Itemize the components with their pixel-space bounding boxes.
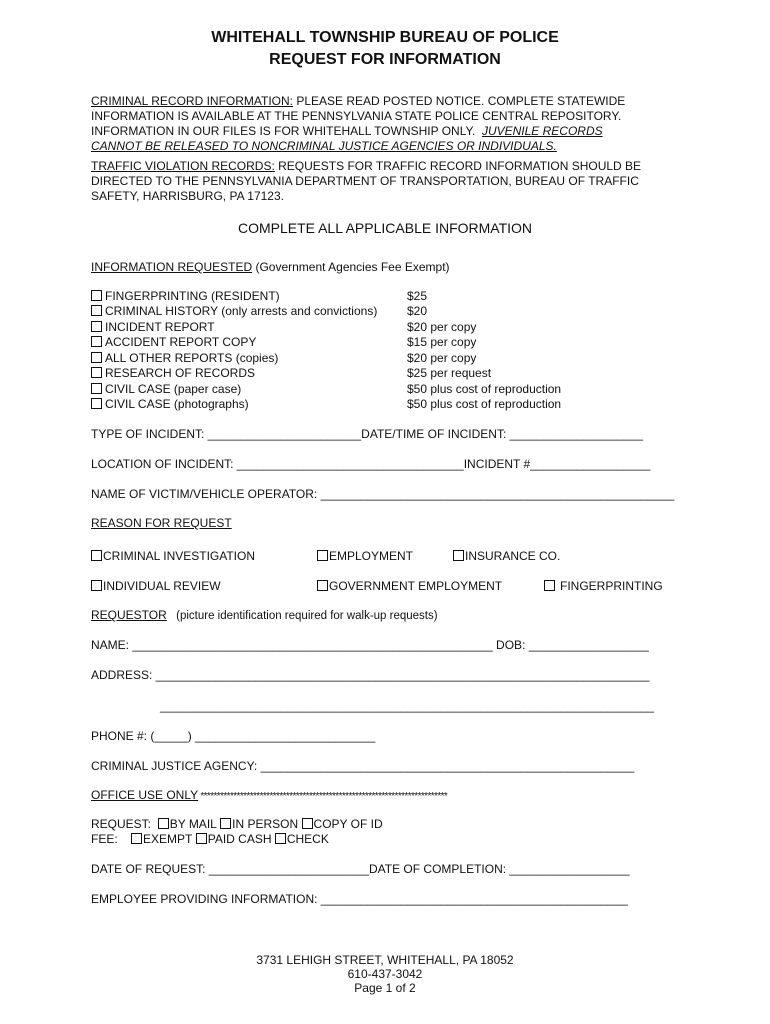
checkbox[interactable] — [91, 352, 102, 363]
checkbox-check[interactable] — [275, 833, 286, 844]
address-line2-field[interactable]: __________________________________________________________________________ — [160, 699, 654, 713]
phone-field[interactable]: PHONE #: (_____) ___________________________ — [91, 729, 376, 743]
criminal-record-paragraph — [91, 94, 625, 154]
criminal-record-label: CRIMINAL RECORD INFORMATION: — [91, 94, 294, 108]
reason-insurance[interactable]: INSURANCE CO. — [453, 549, 560, 563]
request-method-row: REQUEST: BY MAIL IN PERSON COPY OF ID — [91, 817, 383, 831]
fee-item[interactable]: ACCIDENT REPORT COPY — [91, 335, 256, 351]
checkbox[interactable] — [91, 383, 102, 394]
footer-phone: 610-437-3042 — [347, 967, 423, 981]
fee-price: $20 per copy — [407, 351, 477, 365]
checkbox[interactable] — [453, 550, 464, 561]
footer-address: 3731 LEHIGH STREET, WHITEHALL, PA 18052 — [256, 953, 514, 967]
fee-price: $25 — [407, 289, 428, 303]
checkbox-in-person[interactable] — [220, 818, 231, 829]
checkbox[interactable] — [91, 580, 102, 591]
requestor-label: REQUESTOR — [91, 608, 167, 622]
criminal-justice-agency-field[interactable]: CRIMINAL JUSTICE AGENCY: ________________________________________________________ — [91, 759, 635, 773]
page-subtitle: REQUEST FOR INFORMATION — [269, 51, 501, 68]
fee-price: $50 plus cost of reproduction — [407, 397, 562, 411]
traffic-paragraph — [91, 159, 641, 204]
traffic-line2: DIRECTED TO THE PENNSYLVANIA DEPARTMENT OF TRANSPORTATION, BUREAU OF TRAFFIC — [91, 174, 639, 188]
checkbox[interactable] — [91, 336, 102, 347]
fee-price: $15 per copy — [407, 335, 477, 349]
office-use-heading — [91, 788, 447, 802]
reason-fingerprinting[interactable]: FINGERPRINTING — [544, 579, 663, 593]
juvenile-records-notice-cont: CANNOT BE RELEASED TO NONCRIMINAL JUSTICE AGENCIES OR INDIVIDUALS. — [91, 139, 557, 153]
traffic-label: TRAFFIC VIOLATION RECORDS: — [91, 159, 275, 173]
office-use-label: OFFICE USE ONLY — [91, 788, 199, 802]
reason-individual-review[interactable]: INDIVIDUAL REVIEW — [91, 579, 221, 593]
page-title: WHITEHALL TOWNSHIP BUREAU OF POLICE — [211, 29, 559, 46]
fee-item[interactable]: CIVIL CASE (photographs) — [91, 397, 249, 413]
fee-item[interactable]: INCIDENT REPORT — [91, 320, 215, 336]
checkbox[interactable] — [91, 550, 102, 561]
requestor-heading — [91, 608, 438, 622]
requestor-note: (picture identification required for walk-up requests) — [176, 610, 438, 622]
checkbox[interactable] — [91, 290, 102, 301]
fee-price: $20 — [407, 304, 428, 318]
fee-item[interactable]: RESEARCH OF RECORDS — [91, 366, 255, 382]
criminal-record-line3: INFORMATION IN OUR FILES IS FOR WHITEHALL TOWNSHIP ONLY. — [91, 124, 476, 138]
office-use-stars: *************************************************************************** — [198, 791, 448, 802]
juvenile-records-notice: JUVENILE RECORDS — [481, 124, 603, 138]
request-label: REQUEST: — [91, 817, 152, 831]
complete-heading: COMPLETE ALL APPLICABLE INFORMATION — [237, 220, 533, 236]
address-field[interactable]: ADDRESS: __________________________________________________________________________ — [91, 668, 650, 682]
fee-item[interactable]: FINGERPRINTING (RESIDENT) — [91, 289, 280, 305]
checkbox-copy-of-id[interactable] — [302, 818, 313, 829]
traffic-line3: SAFETY, HARRISBURG, PA 17123. — [91, 189, 284, 203]
fee-price: $50 plus cost of reproduction — [407, 382, 562, 396]
location-of-incident-field[interactable]: LOCATION OF INCIDENT: __________________________________INCIDENT #__________________ — [91, 457, 651, 471]
checkbox[interactable] — [91, 305, 102, 316]
reason-heading: REASON FOR REQUEST — [91, 516, 232, 530]
info-requested-label: INFORMATION REQUESTED — [91, 260, 253, 274]
checkbox-by-mail[interactable] — [158, 818, 169, 829]
checkbox[interactable] — [544, 580, 555, 591]
info-requested-heading — [91, 260, 450, 275]
fee-price: $20 per copy — [407, 320, 477, 334]
fee-price: $25 per request — [407, 366, 492, 380]
fee-item[interactable]: ALL OTHER REPORTS (copies) — [91, 351, 278, 367]
traffic-line1: REQUESTS FOR TRAFFIC RECORD INFORMATION SHOULD BE — [274, 159, 642, 173]
type-of-incident-field[interactable]: TYPE OF INCIDENT: _______________________DATE/TIME OF INCIDENT: ____________________ — [91, 427, 644, 441]
fee-item[interactable]: CIVIL CASE (paper case) — [91, 382, 241, 398]
page-number: Page 1 of 2 — [354, 981, 416, 995]
reason-employment[interactable]: EMPLOYMENT — [317, 549, 413, 563]
fee-item[interactable]: CRIMINAL HISTORY (only arrests and convictions) — [91, 304, 377, 320]
info-requested-note: (Government Agencies Fee Exempt) — [252, 260, 450, 274]
fee-label: FEE: — [91, 832, 118, 846]
checkbox[interactable] — [317, 580, 328, 591]
checkbox[interactable] — [91, 321, 102, 332]
victim-name-field[interactable]: NAME OF VICTIM/VEHICLE OPERATOR: _____________________________________________________ — [91, 487, 675, 501]
checkbox-exempt[interactable] — [131, 833, 142, 844]
checkbox[interactable] — [91, 398, 102, 409]
fee-method-row: FEE: EXEMPT PAID CASH CHECK — [91, 832, 329, 846]
name-dob-field[interactable]: NAME: ______________________________________________________ DOB: __________________ — [91, 638, 649, 652]
request-dates-field[interactable]: DATE OF REQUEST: ________________________DATE OF COMPLETION: __________________ — [91, 862, 630, 876]
criminal-record-line2: INFORMATION IS AVAILABLE AT THE PENNSYLVANIA STATE POLICE CENTRAL REPOSITORY. — [91, 109, 622, 123]
reason-criminal-investigation[interactable]: CRIMINAL INVESTIGATION — [91, 549, 255, 563]
checkbox[interactable] — [91, 367, 102, 378]
reason-government-employment[interactable]: GOVERNMENT EMPLOYMENT — [317, 579, 502, 593]
criminal-record-line1: PLEASE READ POSTED NOTICE. COMPLETE STATEWIDE — [293, 94, 626, 108]
employee-field[interactable]: EMPLOYEE PROVIDING INFORMATION: ______________________________________________ — [91, 892, 628, 906]
checkbox[interactable] — [317, 550, 328, 561]
checkbox-paid-cash[interactable] — [196, 833, 207, 844]
